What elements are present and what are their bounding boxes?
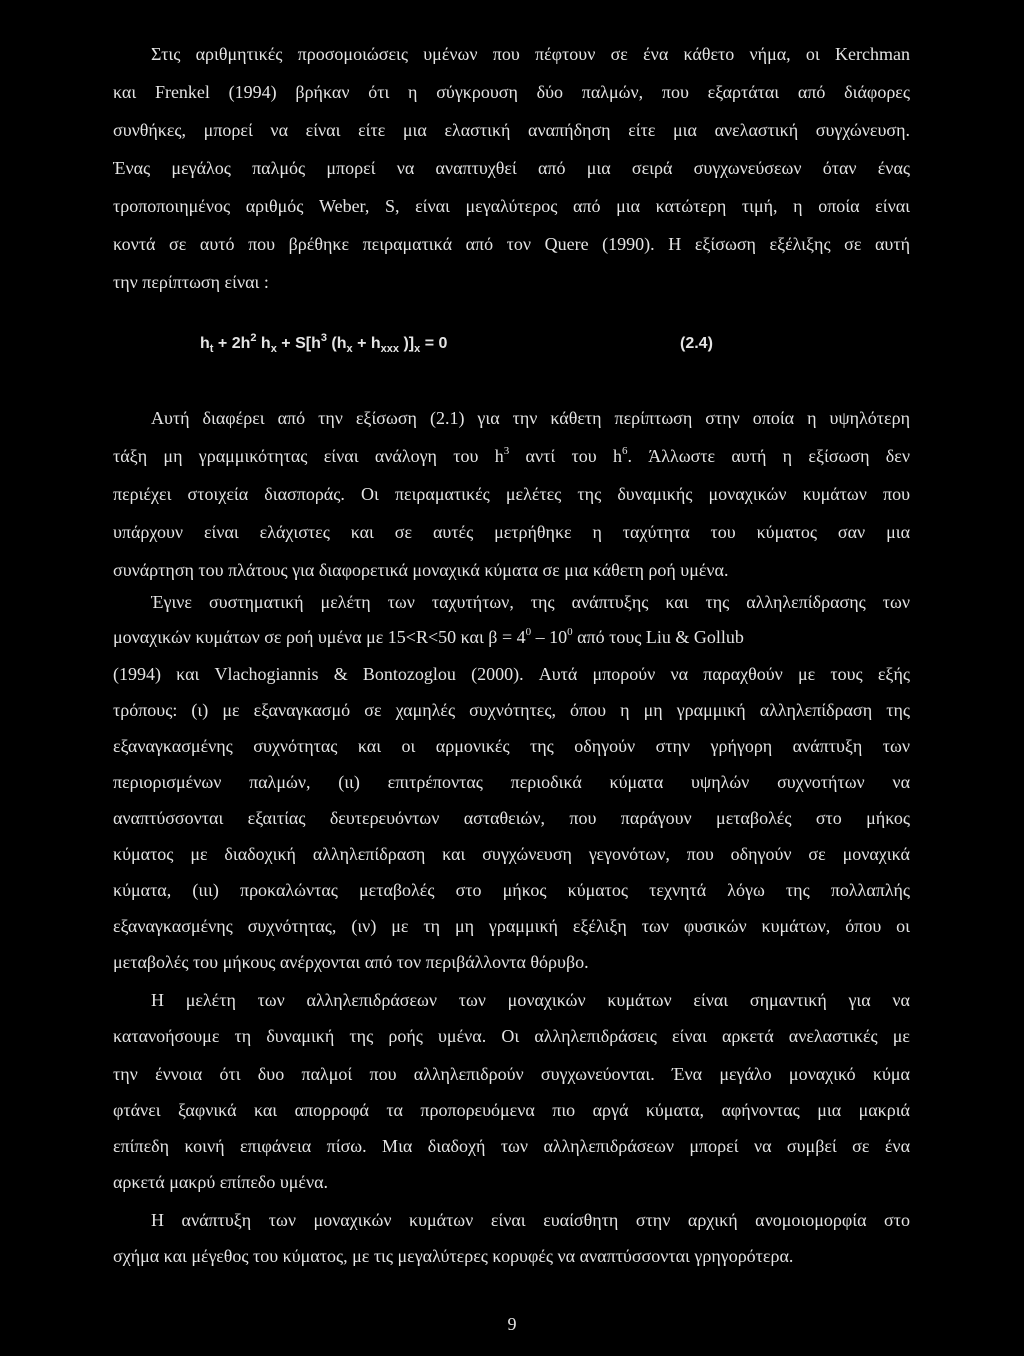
paragraph-3-line-1: Έγινε συστηματική μελέτη των ταχυτήτων, της ανάπτυξης και της αλληλεπίδρασης των bbox=[151, 592, 910, 612]
paragraph-2-line-2 bbox=[113, 444, 910, 470]
equation-subscript: x bbox=[414, 343, 421, 356]
equation-term: h bbox=[200, 335, 210, 352]
text-run: τάξη μη γραμμικότητας είναι ανάλογη του h bbox=[113, 446, 504, 466]
text-run: μοναχικών κυμάτων σε ροή υμένα με 15<R<50 και β = 4 bbox=[113, 627, 526, 647]
text-run: – 10 bbox=[531, 627, 568, 647]
equation-subscript: x bbox=[270, 343, 277, 356]
paragraph-3-line-3: (1994) και Vlachogiannis & Bontozoglou (2000). Αυτά μπορούν να παραχθούν με τους εξής bbox=[113, 664, 910, 684]
equation-2-4 bbox=[200, 332, 447, 356]
paragraph-2-line-3: περιέχει στοιχεία διασποράς. Οι πειραματικές μελέτες της δυναμικής μοναχικών κυμάτων που bbox=[113, 484, 910, 504]
equation-term: )] bbox=[399, 335, 415, 352]
equation-number: (2.4) bbox=[680, 335, 713, 352]
paragraph-3-line-7: αναπτύσσονται εξαιτίας δευτερευόντων ασταθειών, που παράγουν μεταβολές στο μήκος bbox=[113, 808, 910, 828]
superscript: 6 bbox=[621, 445, 628, 457]
paragraph-1-line-2: και Frenkel (1994) βρήκαν ότι η σύγκρουση δύο παλμών, που εξαρτάται από διάφορες bbox=[113, 82, 910, 102]
paragraph-3-line-9: κύματα, (ιιι) προκαλώντας μεταβολές στο μήκος κύματος τεχνητά λόγω της πολλαπλής bbox=[113, 880, 910, 900]
paragraph-5-line-2: σχήμα και μέγεθος του κύματος, με τις μεγαλύτερες κορυφές να αναπτύσσονται γρηγορότερα. bbox=[113, 1246, 794, 1266]
equation-subscript: t bbox=[209, 343, 214, 356]
paragraph-3-line-2 bbox=[113, 625, 910, 651]
text-run: . Άλλωστε αυτή η εξίσωση δεν bbox=[627, 446, 910, 466]
paragraph-1-line-1: Στις αριθμητικές προσομοιώσεις υμένων που πέφτουν σε ένα κάθετο νήμα, οι Kerchman bbox=[151, 44, 910, 64]
superscript: 0 bbox=[567, 626, 573, 638]
superscript: 0 bbox=[525, 626, 532, 638]
paragraph-4-line-6: αρκετά μακρύ επίπεδο υμένα. bbox=[113, 1172, 329, 1192]
paragraph-4-line-3: την έννοια ότι δυο παλμοί που αλληλεπιδρούν συγχωνεύονται. Ένα μεγάλο μοναχικό κύμα bbox=[113, 1064, 910, 1084]
equation-superscript: 3 bbox=[320, 331, 327, 344]
paragraph-3-line-6: περιορισμένων παλμών, (ιι) επιτρέποντας περιοδικά κύματα υψηλών συχνοτήτων να bbox=[113, 772, 910, 792]
equation-term: + S[h bbox=[276, 335, 321, 352]
equation-superscript: 2 bbox=[250, 331, 257, 344]
paragraph-1-line-6: κοντά σε αυτό που βρέθηκε πειραματικά από τον Quere (1990). Η εξίσωση εξέλιξης σε αυτή bbox=[113, 234, 910, 254]
paragraph-3-line-8: κύματος με διαδοχική αλληλεπίδραση και συγχώνευση γεγονότων, που οδηγούν σε μοναχικά bbox=[113, 844, 910, 864]
text-run: από τους Liu & Gollub bbox=[572, 627, 744, 647]
paragraph-1-line-7: την περίπτωση είναι : bbox=[113, 272, 269, 292]
page-number: 9 bbox=[507, 1314, 517, 1334]
paragraph-3-line-4: τρόπους: (ι) με εξαναγκασμό σε χαμηλές συχνότητες, όπου η μη γραμμική αλληλεπίδραση της bbox=[113, 700, 910, 720]
equation-term: + 2h bbox=[213, 335, 251, 352]
paragraph-2-line-1: Αυτή διαφέρει από την εξίσωση (2.1) για την κάθετη περίπτωση στην οποία η υψηλότερη bbox=[151, 408, 910, 428]
equation-subscript: x bbox=[346, 343, 353, 356]
equation-term: h bbox=[256, 335, 271, 352]
equation-term: + h bbox=[352, 335, 381, 352]
paragraph-4-line-5: επίπεδη κοινή επιφάνεια πίσω. Μια διαδοχή των αλληλεπιδράσεων μπορεί να συμβεί σε ένα bbox=[113, 1136, 910, 1156]
paragraph-3-line-5: εξαναγκασμένης συχνότητας και οι αρμονικές της οδηγούν στην γρήγορη ανάπτυξη των bbox=[113, 736, 910, 756]
equation-subscript: xxx bbox=[380, 343, 400, 356]
equation-term: = 0 bbox=[420, 335, 448, 352]
paragraph-1-line-5: τροποποιημένος αριθμός Weber, S, είναι μεγαλύτερος από μια κατώτερη τιμή, η οποία είναι bbox=[113, 196, 910, 216]
paragraph-2-line-5: συνάρτηση του πλάτους για διαφορετικά μοναχικά κύματα σε μια κάθετη ροή υμένα. bbox=[113, 560, 729, 580]
paragraph-4-line-2: κατανοήσουμε τη δυναμική της ροής υμένα. Οι αλληλεπιδράσεις είναι αρκετά ανελαστικές με bbox=[113, 1026, 910, 1046]
paragraph-3-line-10: εξαναγκασμένης συχνότητας, (ιν) με τη μη γραμμική εξέλιξη των φυσικών κυμάτων, όπου οι bbox=[113, 916, 910, 936]
equation-term: (h bbox=[326, 335, 347, 352]
paragraph-4-line-1: Η μελέτη των αλληλεπιδράσεων των μοναχικών κυμάτων είναι σημαντική για να bbox=[151, 990, 910, 1010]
paragraph-2-line-4: υπάρχουν είναι ελάχιστες και σε αυτές μετρήθηκε η ταχύτητα του κύματος σαν μια bbox=[113, 522, 910, 542]
paragraph-4-line-4: φτάνει ξαφνικά και απορροφά τα προπορευόμενα πιο αργά κύματα, αφήνοντας μια μακριά bbox=[113, 1100, 910, 1120]
text-run: αντί του h bbox=[509, 446, 622, 466]
paragraph-1-line-3: συνθήκες, μπορεί να είναι είτε μια ελαστική αναπήδηση είτε μια ανελαστική συγχώνευση. bbox=[113, 120, 910, 140]
paragraph-1-line-4: Ένας μεγάλος παλμός μπορεί να αναπτυχθεί από μια σειρά συγχωνεύσεων όταν ένας bbox=[113, 158, 910, 178]
superscript: 3 bbox=[503, 445, 510, 457]
paragraph-5-line-1: Η ανάπτυξη των μοναχικών κυμάτων είναι ευαίσθητη στην αρχική ανομοιομορφία στο bbox=[151, 1210, 910, 1230]
paragraph-3-line-11: μεταβολές του μήκους ανέρχονται από τον περιβάλλοντα θόρυβο. bbox=[113, 952, 589, 972]
